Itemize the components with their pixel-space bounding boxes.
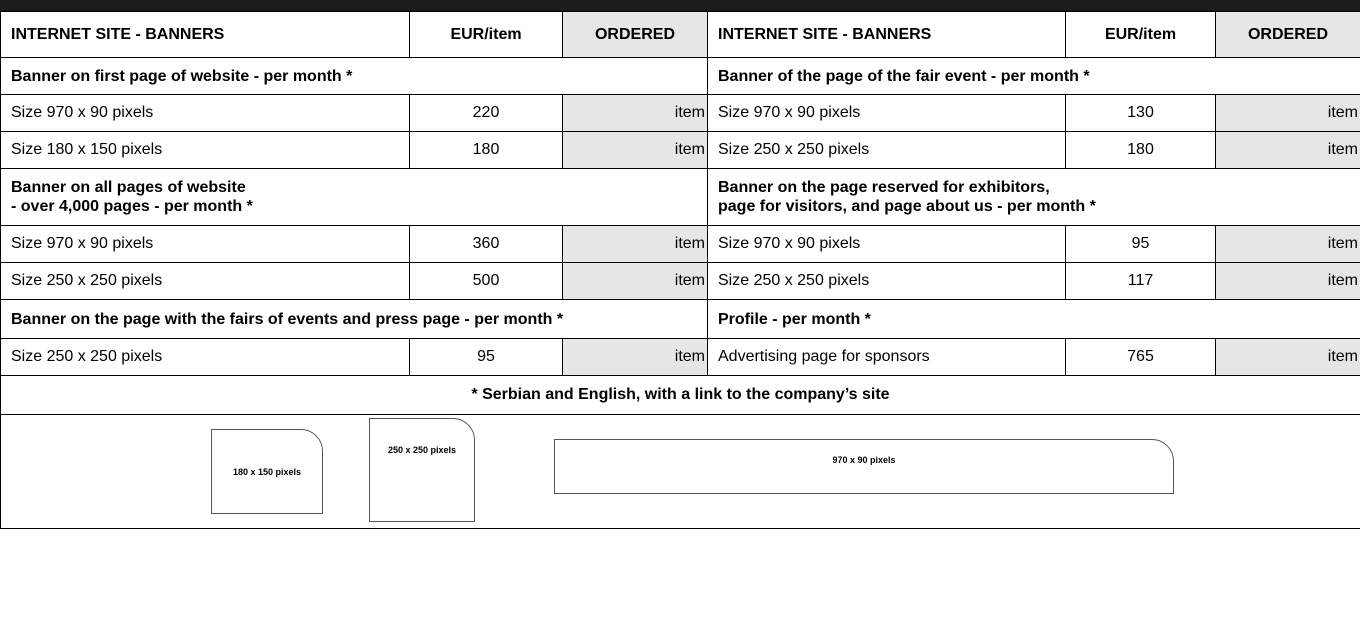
table-row	[1, 95, 1360, 132]
ordered-quantity-field[interactable]: item	[1216, 263, 1360, 300]
ordered-quantity-field[interactable]: item	[563, 95, 708, 132]
col-header-price-left: EUR/item	[410, 12, 563, 58]
item-description: Size 180 x 150 pixels	[1, 132, 410, 169]
section-title: Banner on first page of website - per month *	[1, 58, 708, 95]
section-title-line: Banner on all pages of website	[11, 179, 246, 196]
footnote-row	[1, 376, 1360, 415]
col-header-title-right: INTERNET SITE - BANNERS	[708, 12, 1066, 58]
col-header-ordered-left: ORDERED	[563, 12, 708, 58]
section-title	[708, 169, 1360, 226]
item-description: Advertising page for sponsors	[708, 339, 1066, 376]
item-price: 500	[410, 263, 563, 300]
item-description: Size 970 x 90 pixels	[708, 95, 1066, 132]
banner-sample-label: 970 x 90 pixels	[832, 455, 896, 465]
ordered-quantity-field[interactable]: item	[563, 226, 708, 263]
table-row	[1, 263, 1360, 300]
table-row	[1, 132, 1360, 169]
section-title	[1, 169, 708, 226]
ordered-quantity-field[interactable]: item	[563, 132, 708, 169]
section-title-line: page for visitors, and page about us - per month *	[718, 198, 1096, 215]
section-row	[1, 169, 1360, 226]
section-title-line: - over 4,000 pages - per month *	[11, 198, 253, 215]
section-title: Banner of the page of the fair event - per month *	[708, 58, 1360, 95]
item-price: 765	[1066, 339, 1216, 376]
item-price: 220	[410, 95, 563, 132]
section-row	[1, 300, 1360, 339]
item-price: 180	[410, 132, 563, 169]
item-price: 130	[1066, 95, 1216, 132]
item-price: 95	[410, 339, 563, 376]
table-row	[1, 226, 1360, 263]
item-price: 117	[1066, 263, 1216, 300]
col-header-title-left: INTERNET SITE - BANNERS	[1, 12, 410, 58]
ordered-quantity-field[interactable]: item	[563, 339, 708, 376]
item-description: Size 970 x 90 pixels	[708, 226, 1066, 263]
banner-sample-250x250	[369, 418, 475, 522]
ordered-quantity-field[interactable]: item	[1216, 132, 1360, 169]
top-bar	[0, 0, 1360, 11]
col-header-price-right: EUR/item	[1066, 12, 1216, 58]
section-row	[1, 58, 1360, 95]
section-title-line: Banner on the page reserved for exhibitors,	[718, 179, 1050, 196]
item-price: 95	[1066, 226, 1216, 263]
ordered-quantity-field[interactable]: item	[1216, 226, 1360, 263]
banner-price-table	[0, 11, 1360, 529]
item-description: Size 970 x 90 pixels	[1, 95, 410, 132]
sample-row	[1, 415, 1360, 529]
banner-sample-180x150	[211, 429, 323, 514]
item-price: 360	[410, 226, 563, 263]
banner-sample-970x90	[554, 439, 1174, 494]
banner-size-samples	[1, 415, 1360, 529]
section-title: Profile - per month *	[708, 300, 1360, 339]
item-description: Size 250 x 250 pixels	[1, 339, 410, 376]
item-description: Size 250 x 250 pixels	[708, 263, 1066, 300]
item-description: Size 970 x 90 pixels	[1, 226, 410, 263]
ordered-quantity-field[interactable]: item	[1216, 95, 1360, 132]
ordered-quantity-field[interactable]: item	[1216, 339, 1360, 376]
banner-sample-label: 180 x 150 pixels	[232, 466, 302, 477]
header-row	[1, 12, 1360, 58]
table-row	[1, 339, 1360, 376]
item-description: Size 250 x 250 pixels	[708, 132, 1066, 169]
footnote: * Serbian and English, with a link to the company’s site	[1, 376, 1360, 415]
col-header-ordered-right: ORDERED	[1216, 12, 1360, 58]
ordered-quantity-field[interactable]: item	[563, 263, 708, 300]
banner-sample-label: 250 x 250 pixels	[387, 445, 457, 455]
section-title: Banner on the page with the fairs of events and press page - per month *	[1, 300, 708, 339]
item-price: 180	[1066, 132, 1216, 169]
item-description: Size 250 x 250 pixels	[1, 263, 410, 300]
